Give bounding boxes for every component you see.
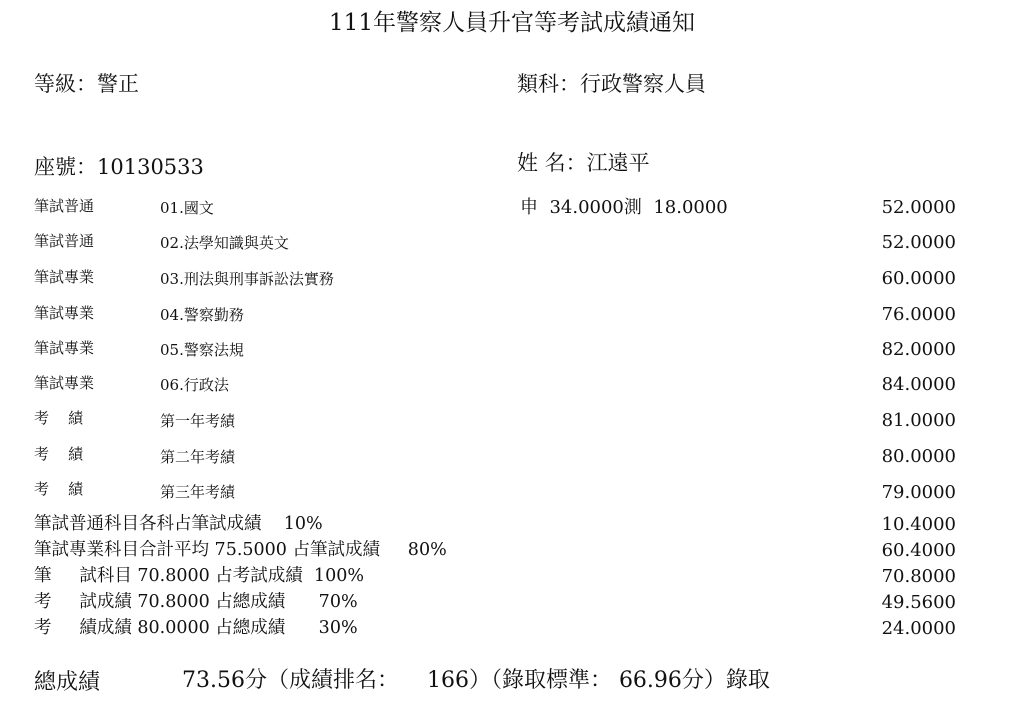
candidate-name: 姓 名：江遠平 bbox=[517, 151, 650, 175]
subject-name: 06.行政法 bbox=[160, 376, 229, 394]
subject-name: 03.刑法與刑事訴訟法實務 bbox=[160, 270, 334, 288]
summary-line: 筆試專業科目合計平均 75.5000 占筆試成績 80% bbox=[34, 540, 447, 560]
subject-detail: 申 34.0000測 18.0000 bbox=[520, 197, 728, 218]
subject-type: 筆試專業 bbox=[34, 374, 95, 392]
subject-name: 02.法學知識與英文 bbox=[160, 234, 289, 252]
category-label: 類科：行政警察人員 bbox=[517, 72, 706, 96]
summary-score: 49.5600 bbox=[881, 592, 956, 613]
subject-score: 82.0000 bbox=[881, 339, 956, 360]
subject-name: 第二年考績 bbox=[160, 448, 236, 466]
subject-type: 考 績 bbox=[34, 480, 84, 498]
summary-line: 考 試成績 70.8000 占總成績 70% bbox=[34, 592, 358, 612]
total-label: 總成績 bbox=[34, 670, 101, 695]
subject-type: 考 績 bbox=[34, 445, 84, 463]
subject-name: 第一年考績 bbox=[160, 412, 236, 430]
subject-score: 80.0000 bbox=[881, 446, 956, 467]
subject-name: 第三年考績 bbox=[160, 483, 236, 501]
subject-type: 筆試專業 bbox=[34, 268, 95, 286]
subject-score: 52.0000 bbox=[881, 232, 956, 253]
grade-label: 等級：警正 bbox=[34, 72, 139, 96]
subject-name: 05.警察法規 bbox=[160, 341, 244, 359]
total-result: 73.56分（成績排名： 166）（錄取標準： 66.96分）錄取 bbox=[182, 668, 770, 693]
summary-line: 考 績成績 80.0000 占總成績 30% bbox=[34, 618, 358, 638]
subject-type: 筆試專業 bbox=[34, 304, 95, 322]
subject-type: 考 績 bbox=[34, 409, 84, 427]
subject-score: 60.0000 bbox=[881, 268, 956, 289]
subject-name: 04.警察勤務 bbox=[160, 306, 244, 324]
summary-line: 筆 試科目 70.8000 占考試成績 100% bbox=[34, 566, 364, 586]
page-title: 111年警察人員升官等考試成績通知 bbox=[329, 10, 695, 36]
subject-score: 81.0000 bbox=[881, 410, 956, 431]
summary-line: 筆試普通科目各科占筆試成績 10% bbox=[34, 514, 323, 534]
summary-score: 70.8000 bbox=[881, 566, 956, 587]
subject-type: 筆試普通 bbox=[34, 232, 95, 250]
summary-score: 10.4000 bbox=[881, 514, 956, 535]
subject-score: 79.0000 bbox=[881, 482, 956, 503]
subject-type: 筆試專業 bbox=[34, 339, 95, 357]
subject-name: 01.國文 bbox=[160, 199, 214, 217]
subject-type: 筆試普通 bbox=[34, 197, 95, 215]
subject-score: 76.0000 bbox=[881, 304, 956, 325]
summary-score: 24.0000 bbox=[881, 618, 956, 639]
seat-number: 座號：10130533 bbox=[34, 155, 204, 179]
summary-score: 60.4000 bbox=[881, 540, 956, 561]
subject-score: 84.0000 bbox=[881, 374, 956, 395]
subject-score: 52.0000 bbox=[881, 197, 956, 218]
